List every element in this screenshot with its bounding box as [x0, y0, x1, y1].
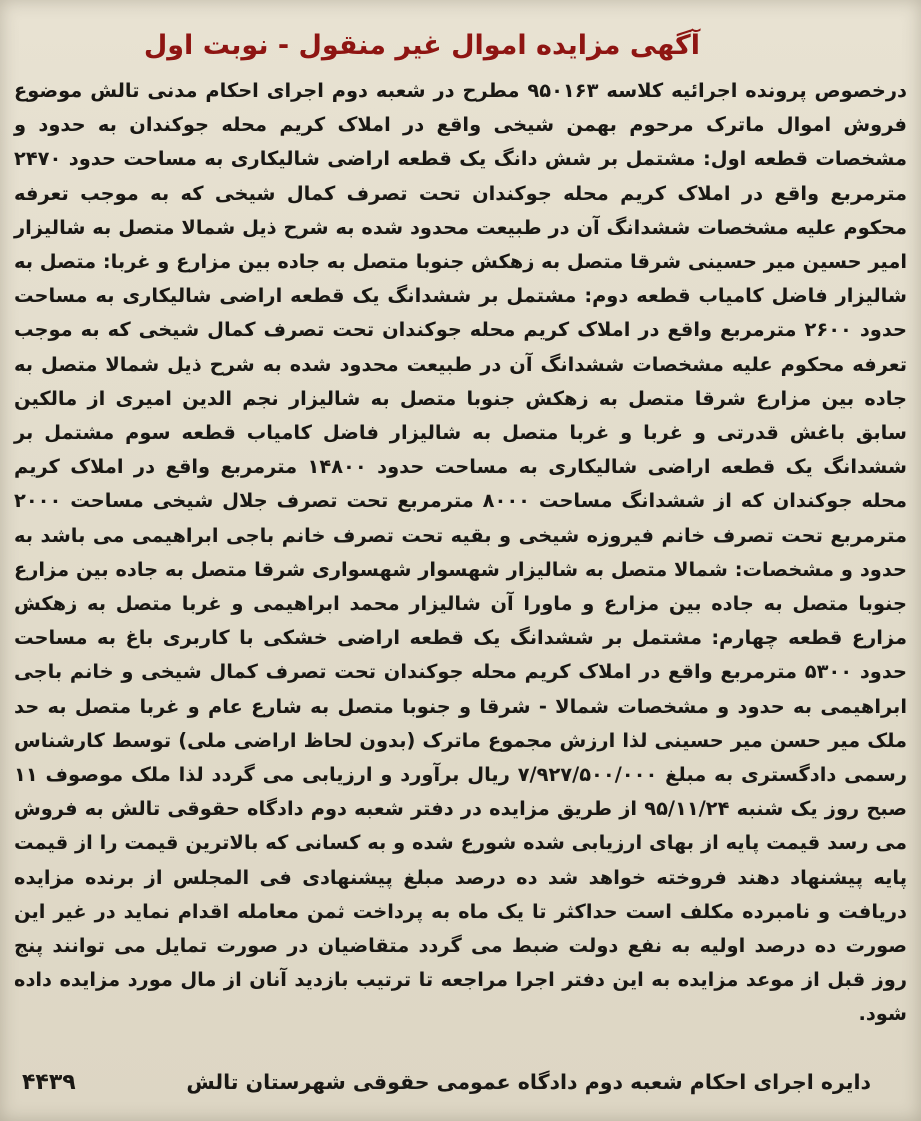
- issuer-name: دایره اجرای احکام شعبه دوم دادگاه عمومی حقوقی شهرستان تالش: [186, 1070, 871, 1094]
- notice-title: آگهی مزایده اموال غیر منقول - نوبت اول: [143, 30, 700, 61]
- notice-footer: [14, 1070, 907, 1106]
- notice-code: ۴۴۳۹: [22, 1070, 76, 1095]
- notice-body: درخصوص پرونده اجرائیه کلاسه ۹۵۰۱۶۳ مطرح در شعبه دوم اجرای احکام مدنی تالش موضوع فروش اموال ماترک مرحوم بهمن شیخی واقع در املاک کریم محله جوکندان به حدود و مشخصات قطعه اول: مشتمل بر شش دانگ یک قطعه اراضی شالیکاری به مساحت حدود ۲۴۷۰ مترمربع واقع در املاک کریم محله جوکندان تحت تصرف کمال شیخی که به موجب تعرفه محکوم علیه مشخصات ششدانگ آن در طبیعت محدود شده به شرح ذیل شمالا متصل به شالیزار امیر حسین میر حسینی شرقا متصل به زهکش جنوبا متصل به جاده بین مزارع و غربا: متصل به شالیزار فاضل کامیاب قطعه دوم: مشتمل بر ششدانگ یک قطعه اراضی شالیکاری به مساحت حدود ۲۶۰۰ مترمربع واقع در املاک کریم محله جوکندان تحت تصرف کمال شیخی که به موجب تعرفه محکوم علیه مشخصات ششدانگ آن در طبیعت محدود شده به شرح ذیل شمالا متصل به جاده بین مزارع شرقا متصل به زهکش جنوبا متصل به شالیزار نجم الدین امیری از مالکین سابق باغش قدرتی و غربا و غربا متصل به شالیزار فاضل کامیاب قطعه سوم مشتمل بر ششدانگ یک قطعه اراضی شالیکاری به مساحت حدود ۱۴۸۰۰ مترمربع واقع در املاک کریم محله جوکندان که از ششدانگ مساحت ۸۰۰۰ مترمربع تحت تصرف جلال شیخی مساحت ۲۰۰۰ مترمربع تحت تصرف خانم فیروزه شیخی و بقیه تحت تصرف خانم باجی ابراهیمی می باشد به حدود و مشخصات: شمالا متصل به شالیزار شهسوار شهسواری شرقا متصل به جاده بین مزارع جنوبا متصل به جاده بین مزارع و ماورا آن شالیزار محمد ابراهیمی و غربا متصل به زهکش مزارع قطعه چهارم: مشتمل بر ششدانگ یک قطعه اراضی خشکی با کاربری باغ به مساحت حدود ۵۳۰۰ مترمربع واقع در املاک کریم محله جوکندان تحت تصرف کمال شیخی و خانم باجی ابراهیمی به حدود و مشخصات شمالا - شرقا و جنوبا متصل به شارع عام و غربا متصل به حد ملک میر حسن میر حسینی لذا ارزش مجموع ماترک (بدون لحاظ اراضی ملی) توسط کارشناس رسمی دادگستری به مبلغ ۷/۹۲۷/۵۰۰/۰۰۰ ریال برآورد و ارزیابی می گردد لذا ملک موصوف ۱۱ صبح روز یک شنبه ۹۵/۱۱/۲۴ از طریق مزایده در دفتر شعبه دوم دادگاه حقوقی تالش به فروش می رسد قیمت پایه از بهای ارزیابی شده شورع شده و به کسانی که بالاترین قیمت را از قیمت پایه پیشنهاد دهند فروخته خواهد شد ده درصد مبلغ پیشنهادی فی المجلس از برنده مزایده دریافت و نامبرده مکلف است حداکثر تا یک ماه به پرداخت ثمن معامله اقدام نماید در غیر این صورت ده درصد اولیه به نفع دولت ضبط می گردد متقاضیان در صورت تمایل می توانند پنج روز قبل از موعد مزایده به این دفتر اجرا مراجعه تا ترتیب بازدید آنان از مال مورد مزایده داده شود.: [14, 79, 908, 1026]
